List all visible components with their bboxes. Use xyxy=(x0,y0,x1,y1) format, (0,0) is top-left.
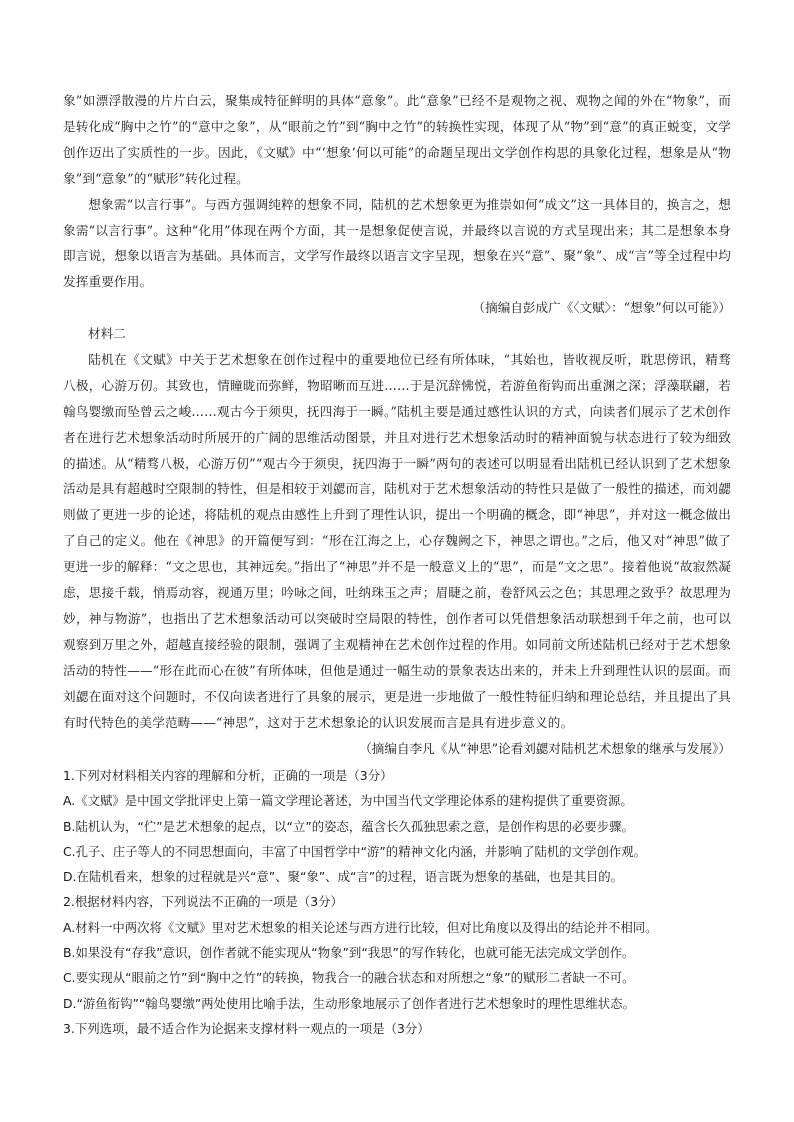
question-2-option-d: D.“游鱼衔钩”“翰鸟婴缴”两处使用比喻手法，生动形象地展示了创作者进行艺术想象时的理性思维状态。 xyxy=(63,995,635,1011)
question-2-option-b: B.如果没有“存我”意识，创作者就不能实现从“物象”到“我思”的写作转化，也就可能无法完成文学创作。 xyxy=(63,945,635,961)
material-two-heading: 材料二 xyxy=(88,326,126,341)
question-2-option-c: C.要实现从“眼前之竹”到“胸中之竹”的转换，物我合一的融合状态和对所想之“象”的赋形二者缺一不可。 xyxy=(63,970,635,986)
material-one-section xyxy=(63,88,731,321)
material-two-section xyxy=(63,321,731,761)
material-one-citation: （摘编自彭成广《〈文赋〉：“想象”何以可能》） xyxy=(472,300,731,316)
question-1-option-c: C.孔子、庄子等人的不同思想面向，丰富了中国哲学中“游”的精神文化内涵，并影响了陆机的文学创作观。 xyxy=(63,843,647,859)
material-one-paragraph-1: 象”如漂浮散漫的片片白云，聚集成特征鲜明的具体“意象”。此“意象”已经不是观物之视、观物之闻的外在“物象”，而是转化成“胸中之竹”的“意中之象”，从“眼前之竹”到“胸中之竹”的转换性实现，体现了从“物”到“意”的真正蜕变，文学创作迈出了实质性的一步。因此，《文赋》中“‘想象’何以可能”的命题呈现出文学创作构思的具象化过程，想象是从“物象”到“意象”的“赋形”转化过程。 xyxy=(63,93,731,186)
question-1-option-b: B.陆机认为，“伫”是艺术想象的起点，以“立”的姿态，蕴含长久孤独思索之意，是创作构思的必要步骤。 xyxy=(63,818,634,834)
questions-section xyxy=(63,763,731,1041)
material-two-paragraph: 陆机在《文赋》中关于艺术想象在创作过程中的重要地位已经有所体味，“其始也，皆收视反听，耽思傍讯，精骛八极，心游万仞。其致也，情瞳昽而弥鲜，物昭晰而互进……于是沉辞怫悦，若游鱼衔钩而出重渊之深；浮藻联翩，若翰鸟婴缴而坠曾云之峻……观古今于须臾，抚四海于一瞬。”陆机主要是通过感性认识的方式，向读者们展示了艺术创作者在进行艺术想象活动时所展开的广阔的思维活动图景，并且对进行艺术想象活动时的精神面貌与状态进行了较为细致的描述。从“精骛八极，心游万仞”“观古今于须臾，抚四海于一瞬”两句的表述可以明显看出陆机已经认识到了艺术想象活动是具有超越时空限制的特性，但是相较于刘勰而言，陆机对于艺术想象活动的特性只是做了一般性的描述，而刘勰则做了更进一步的论述，将陆机的观点由感性上升到了理性认识，提出一个明确的概念，即“神思”，并对这一概念做出了自己的定义。他在《神思》的开篇便写到：“形在江海之上，心存魏阙之下，神思之谓也。”之后，他又对“神思”做了更进一步的解释：“文之思也，其神远矣。”指出了“神思”并不是一般意义上的“思”，而是“文之思”。接着他说“故寂然凝虑，思接千载，悄焉动容，视通万里；吟咏之间，吐纳珠玉之声；眉睫之前，卷舒风云之色；其思理之致乎？故思理为妙，神与物游”，也指出了艺术想象活动可以突破时空局限的特性，创作者可以凭借想象活动联想到千年之前，也可以观察到万里之外，超越直接经验的限制，强调了主观精神在艺术创作过程的作用。如同前文所述陆机已经对于艺术想象活动的特性——“形在此而心在彼”有所体味，但他是通过一幅生动的景象表达出来的，并未上升到理性认识的层面。而刘勰在面对这个问题时，不仅向读者进行了具象的展示，更是进一步地做了一般性特征归纳和理论总结，并且提出了具有时代特色的美学范畴——“神思”，这对于艺术想象论的认识发展而言是具有进步意义的。 xyxy=(63,351,731,730)
question-1-option-a: A.《文赋》是中国文学批评史上第一篇文学理论著述，为中国当代文学理论体系的建构提供了重要资源。 xyxy=(63,793,633,809)
material-two-citation: （摘编自李凡《从“神思”论看刘勰对陆机艺术想象的继承与发展》） xyxy=(359,740,731,756)
material-one-paragraph-2: 想象需“以言行事”。与西方强调纯粹的想象不同，陆机的艺术想象更为推崇如何“成文”这一具体目的，换言之，想象需“以言行事”。这种“化用”体现在两个方面，其一是想象促使言说，并最终以言说的方式呈现出来；其二是想象本身即言说，想象以语言为基础。具体而言，文学写作最终以语言文字呈现，想象在兴“意”、聚“象”、成“言”等全过程中均发挥重要作用。 xyxy=(63,196,731,290)
question-2-option-a: A.材料一中两次将《文赋》里对艺术想象的相关论述与西方进行比较，但对比角度以及得出的结论并不相同。 xyxy=(63,919,658,935)
question-1-option-d: D.在陆机看来，想象的过程就是兴“意”、聚“象”、成“言”的过程，语言既为想象的基础，也是其目的。 xyxy=(63,869,624,885)
question-1-stem: 1.下列对材料相关内容的理解和分析，正确的一项是（3分） xyxy=(63,768,393,783)
question-2-stem: 2.根据材料内容，下列说法不正确的一项是（3分） xyxy=(63,894,343,910)
question-3-stem: 3.下列选项，最不适合作为论据来支撑材料一观点的一项是（3分） xyxy=(63,1020,430,1036)
